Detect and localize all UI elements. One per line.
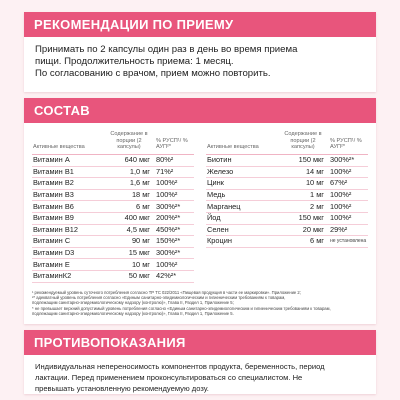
recommendations-card	[24, 12, 376, 92]
nutrient-amount: 6 мг	[136, 201, 150, 211]
nutrient-amount: 90 мг	[131, 236, 150, 246]
header-amount: Содержание в порции (2 капсулы)	[284, 131, 322, 151]
nutrient-percent: 450%²*	[156, 224, 181, 234]
footnote: * не превышает верхний допустимый уровень потребления согласно «Единым санитарно-эпидемиологическим и гигиеническим требованиям к товарам,	[32, 305, 331, 311]
recommendations-line: пищи. Продолжительность приема: 1 месяц.	[35, 56, 234, 67]
contraindications-text	[24, 355, 376, 400]
table-row	[206, 178, 368, 190]
nutrient-name: Витамин В9	[33, 213, 74, 223]
nutrient-name: Витамин В12	[33, 224, 78, 234]
nutrient-amount: 50 мкг	[128, 271, 150, 281]
nutrient-percent: не установлена	[330, 237, 367, 244]
nutrient-amount: 18 мг	[131, 190, 150, 200]
nutrient-percent: 100%²	[330, 166, 352, 176]
nutrient-name: Йод	[207, 213, 221, 223]
nutrient-name: Цинк	[207, 178, 224, 188]
nutrient-percent: 80%²	[156, 155, 174, 165]
nutrient-amount: 400 мкг	[124, 213, 150, 223]
composition-table-right	[206, 129, 368, 283]
nutrient-percent: 71%²	[156, 166, 174, 176]
nutrient-percent: 300%²*	[156, 201, 181, 211]
recommendations-line: По согласованию с врачом, прием можно повторить.	[35, 68, 271, 79]
nutrient-name: Селен	[207, 224, 229, 234]
contraindications-line: Индивидуальная непереносимость компонентов продукта, беременность, период	[35, 362, 325, 371]
nutrient-percent: 300%²*	[330, 155, 355, 165]
nutrient-percent: 100%²	[156, 190, 178, 200]
footnote: подлежащим санитарно-эпидемиологическому надзору (контролю)», Глава II, Раздел 1, Приложение 5.	[32, 311, 234, 317]
recommendations-title: РЕКОМЕНДАЦИИ ПО ПРИЕМУ	[24, 12, 376, 37]
nutrient-amount: 1 мг	[310, 190, 324, 200]
table-row	[206, 167, 368, 179]
table-row	[206, 225, 368, 237]
nutrient-name: Витамин В3	[33, 190, 74, 200]
nutrient-percent: 29%²	[330, 224, 348, 234]
contraindications-line: превышать установленную рекомендуемую дозу.	[35, 384, 209, 393]
nutrient-amount: 14 мг	[305, 166, 324, 176]
nutrient-amount: 6 мг	[310, 236, 324, 246]
nutrient-name: Витамин В1	[33, 166, 74, 176]
table-row	[206, 213, 368, 225]
nutrient-name: Марганец	[207, 201, 241, 211]
nutrient-amount: 20 мкг	[302, 224, 324, 234]
nutrient-name: Витамин С	[33, 236, 71, 246]
contraindications-title: ПРОТИВОПОКАЗАНИЯ	[24, 330, 376, 355]
recommendations-line: Принимать по 2 капсулы один раз в день во время приема	[35, 44, 298, 55]
nutrient-name: Витамин В2	[33, 178, 74, 188]
nutrient-amount: 2 мг	[310, 201, 324, 211]
table-row	[32, 190, 194, 202]
nutrient-percent: 100%²	[156, 259, 178, 269]
nutrient-name: Медь	[207, 190, 226, 200]
nutrient-amount: 15 мкг	[128, 248, 150, 258]
table-row	[32, 236, 194, 248]
nutrient-amount: 1,0 мг	[129, 166, 150, 176]
table-row	[206, 155, 368, 167]
contraindications-line: лактации. Перед применением проконсультироваться со специалистом. Не	[35, 373, 303, 382]
nutrient-amount: 640 мкг	[124, 155, 150, 165]
nutrient-percent: 100%²	[330, 190, 352, 200]
nutrient-name: Кроцин	[207, 236, 232, 246]
header-percent: % РУСП¹/ % АУП²*	[330, 137, 362, 151]
composition-card	[24, 98, 376, 324]
footnote: ¹ рекомендуемый уровень суточного потребления согласно ТР ТС 022/2011 «Пищевая продукция в части ее маркировки». Приложение 2;	[32, 289, 301, 295]
nutrient-name: Витамин Е	[33, 259, 70, 269]
table-row	[206, 201, 368, 213]
composition-table-left	[32, 129, 194, 283]
footnote: ²* адекватный уровень потребления согласно «Единым санитарно-эпидемиологическим и гигиеническим требованиям к товарам,	[32, 294, 286, 300]
composition-footnotes	[32, 290, 368, 317]
table-row	[32, 167, 194, 179]
header-percent: % РУСП¹/ % АУП²*	[156, 137, 188, 151]
table-row	[32, 155, 194, 167]
nutrient-percent: 100%²	[330, 213, 352, 223]
table-header	[206, 129, 368, 155]
nutrient-amount: 10 мг	[305, 178, 324, 188]
nutrient-percent: 100%²	[156, 178, 178, 188]
header-name: Активные вещества	[207, 144, 259, 151]
table-row	[206, 236, 368, 248]
table-header	[32, 129, 194, 155]
nutrient-amount: 150 мкг	[298, 155, 324, 165]
nutrient-name: Витамин В6	[33, 201, 74, 211]
nutrient-amount: 150 мкг	[298, 213, 324, 223]
nutrient-percent: 67%²	[330, 178, 348, 188]
recommendations-text	[24, 37, 376, 86]
composition-title: СОСТАВ	[24, 98, 376, 123]
table-row	[206, 190, 368, 202]
nutrient-percent: 42%²*	[156, 271, 177, 281]
nutrient-name: Биотин	[207, 155, 232, 165]
nutrient-amount: 4,5 мкг	[126, 224, 150, 234]
nutrient-percent: 200%²*	[156, 213, 181, 223]
table-row	[32, 259, 194, 271]
table-row	[32, 213, 194, 225]
nutrient-percent: 300%²*	[156, 248, 181, 258]
nutrient-amount: 1,6 мг	[129, 178, 150, 188]
nutrient-name: ВитаминК2	[33, 271, 72, 281]
header-name: Активные вещества	[33, 144, 85, 151]
table-row	[32, 248, 194, 260]
nutrient-percent: 150%²*	[156, 236, 181, 246]
header-amount: Содержание в порции (2 капсулы)	[110, 131, 148, 151]
nutrient-name: Железо	[207, 166, 234, 176]
nutrient-percent: 100%²	[330, 201, 352, 211]
table-row	[32, 201, 194, 213]
nutrient-name: Витамин А	[33, 155, 70, 165]
table-row	[32, 225, 194, 237]
table-row	[32, 271, 194, 283]
nutrient-name: Витамин D3	[33, 248, 75, 258]
nutrient-amount: 10 мг	[131, 259, 150, 269]
table-row	[32, 178, 194, 190]
footnote: подлежащим санитарно-эпидемиологическому надзору (контролю)», Глава II, Раздел 1, Приложение 5;	[32, 300, 234, 306]
contraindications-card	[24, 330, 376, 394]
